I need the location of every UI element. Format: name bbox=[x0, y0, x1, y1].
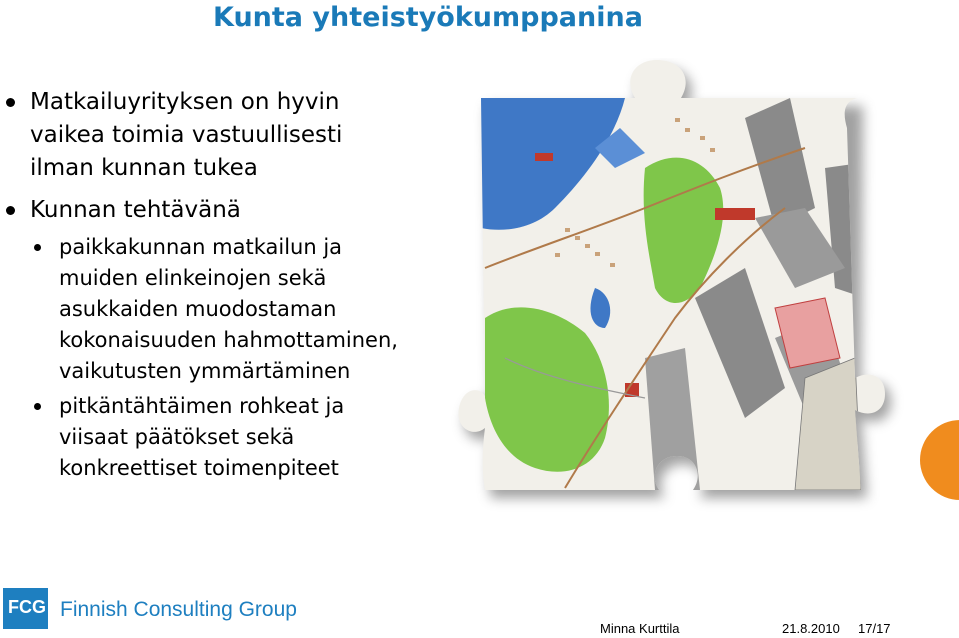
sub-bullet-2-line-2: viisaat päätökset sekä bbox=[59, 425, 295, 449]
sub-bullet-1-line-1: paikkakunnan matkailun ja bbox=[59, 235, 343, 259]
sub-bullet-dot bbox=[34, 244, 41, 251]
bullet-2-line-1: Kunnan tehtävänä bbox=[30, 197, 241, 223]
sub-bullet-2-line-1: pitkäntähtäimen rohkeat ja bbox=[59, 394, 345, 418]
slide-title: Kunta yhteistyökumppanina bbox=[213, 2, 643, 33]
company-name: Finnish Consulting Group bbox=[60, 598, 297, 621]
footer-date: 21.8.2010 bbox=[782, 621, 840, 636]
fcg-logo-text: FCG bbox=[8, 597, 46, 617]
orange-accent-tab bbox=[920, 420, 959, 500]
bullet-1-line-1: Matkailuyrityksen on hyvin bbox=[30, 89, 340, 115]
bullet-1-line-3: ilman kunnan tukea bbox=[30, 155, 258, 181]
sub-bullet-1-line-4: kokonaisuuden hahmottaminen, bbox=[59, 328, 398, 352]
bullet-1-line-2: vaikea toimia vastuullisesti bbox=[30, 122, 343, 148]
footer-author: Minna Kurttila bbox=[600, 621, 680, 636]
sub-bullet-dot bbox=[34, 403, 41, 410]
footer-page-number: 17/17 bbox=[858, 621, 891, 636]
sub-bullet-1-line-2: muiden elinkeinojen sekä bbox=[59, 266, 327, 290]
bullet-dot bbox=[6, 206, 15, 215]
sub-bullet-1-line-5: vaikutusten ymmärtäminen bbox=[59, 359, 351, 383]
sub-bullet-2-line-3: konkreettiset toimenpiteet bbox=[59, 456, 339, 480]
land-use-map-image bbox=[445, 58, 925, 518]
bullet-dot bbox=[6, 98, 15, 107]
fcg-logo bbox=[3, 588, 48, 629]
sub-bullet-1-line-3: asukkaiden muodostaman bbox=[59, 297, 337, 321]
